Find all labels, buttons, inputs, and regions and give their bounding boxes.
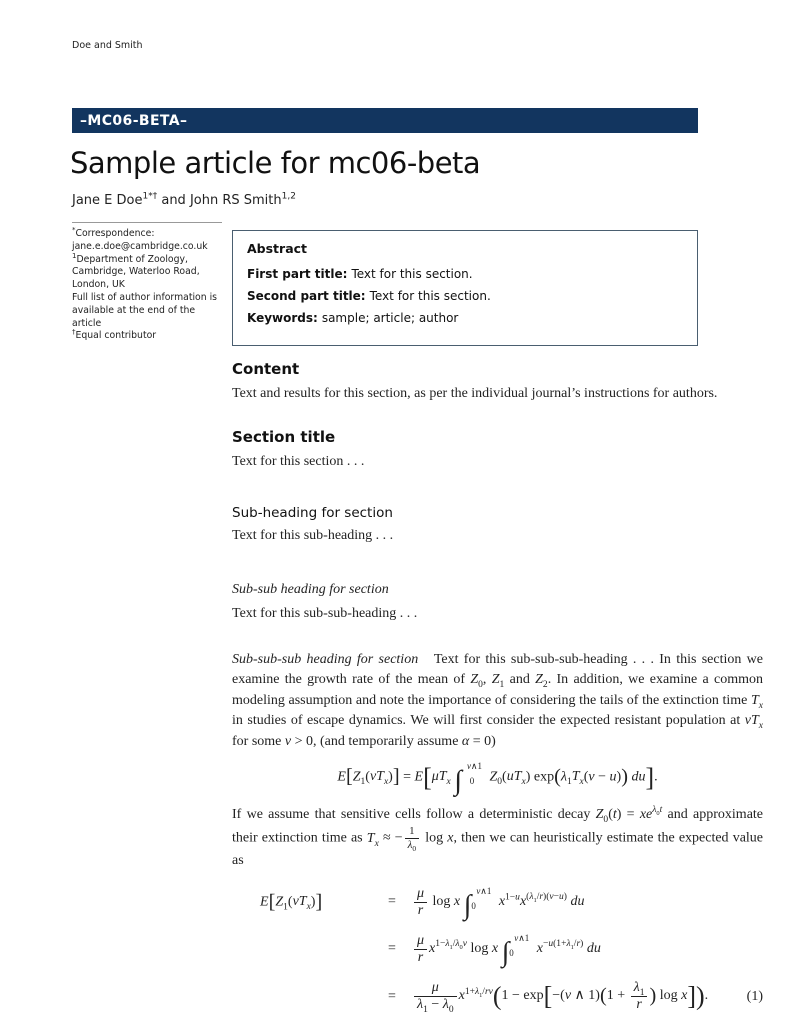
equation-rhs: $\frac{\mu}{\lambda_1 - \lambda_0}$ $x^{1+\lambda_1/rv}(1 - \exp[-(v$ ∧ 1)(1 + $\frac{\lambda_1}{r}$ ) log x]). xyxy=(412,980,708,1013)
article-banner xyxy=(72,108,698,133)
sidebar-line-department: $^1$Department of Zoology, xyxy=(72,251,188,265)
abstract-item-text: Text for this section. xyxy=(369,289,491,303)
abstract-item-first-part xyxy=(247,267,683,281)
abstract-item-label: Keywords: xyxy=(247,311,318,325)
sidebar-line-equal-contributor: †Equal contributor xyxy=(72,328,157,342)
abstract-item-label: First part title: xyxy=(247,267,348,281)
section-heading-title: Section title xyxy=(232,427,336,446)
running-head: Doe and Smith xyxy=(72,40,143,51)
abstract-item-text: sample; article; author xyxy=(321,311,459,325)
section-heading-content: Content xyxy=(232,360,300,378)
equation-align-row xyxy=(260,886,763,919)
equation-relation: = xyxy=(388,894,396,910)
abstract-item-keywords xyxy=(247,311,683,325)
paragraph-content: Text and results for this section, as per the individual journal’s instructions for authors. xyxy=(232,386,718,401)
equation-relation: = xyxy=(388,988,396,1004)
subsubheading: Sub-sub heading for section xyxy=(232,581,389,597)
equation-rhs: $\frac{\mu}{r}$ log x ∫ v∧1 0 $x^{1-u}x^{(\lambda_1/r)(v-u)}$ du xyxy=(412,886,584,919)
sidebar-line-fulllist2: available at the end of the article xyxy=(72,304,196,329)
sidebar-line-fulllist1: Full list of author information is xyxy=(72,291,218,303)
subheading: Sub-heading for section xyxy=(232,505,393,521)
sidebar-correspondence xyxy=(72,222,222,343)
abstract-item-text: Text for this section. xyxy=(351,267,473,281)
equation-lhs: $E[Z_1(vT_x)]$ xyxy=(260,890,323,913)
article-title: Sample article for mc06-beta xyxy=(70,146,481,180)
abstract-item-second-part xyxy=(247,289,683,303)
sidebar-line-address1: Cambridge, Waterloo Road, xyxy=(72,266,200,278)
sidebar-line-address2: London, UK xyxy=(72,279,125,291)
paragraph-subheading: Text for this sub-heading . . . xyxy=(232,528,394,543)
sidebar-line-email: jane.e.doe@cambridge.co.uk xyxy=(72,240,208,252)
paragraph-subsubsub: Sub-sub-sub heading for section Text for this sub-sub-sub-heading . . . In this section we examine the growth rate of the mean of $Z_0$, $Z_1$ and $Z_2$. In addition, we examine a common modeling assumption and note the importance of considering the tails of the extinction time $T_x$ in studies of escape dynamics. We will first consider the expected resistant population at $vT_x$ for some v > 0, (and temporarily assume α = 0) xyxy=(232,651,764,749)
equation-number: (1) xyxy=(746,988,763,1004)
authors-line: Jane E Doe$^{1*\dagger}$ and John RS Smith$^{1,2}$ xyxy=(72,191,296,208)
equation-display: $E[Z_1(vT_x)] = E[\mu T_x$ ∫ v∧1 0 $Z_0(uT_x) \exp(\lambda_1T_x(v - u))$ du]. xyxy=(337,761,658,797)
paragraph-subsubheading: Text for this sub-sub-heading . . . xyxy=(232,606,418,621)
banner-label: –MC06-BETA– xyxy=(80,112,188,129)
sidebar-line-correspondence: *Correspondence: xyxy=(72,225,155,239)
main-column xyxy=(232,360,763,1027)
paragraph-estimate: If we assume that sensitive cells follow a deterministic decay $Z_0(t) = xe^{\lambda_0t}$ and approximate their extinction time as $T_x$ ≈ − $\frac{1}{\lambda_0}$ log x, then we can heuristically estimate the expected value as xyxy=(232,805,764,869)
equation-relation: = xyxy=(388,941,396,957)
paragraph-section: Text for this section . . . xyxy=(232,453,365,469)
equation-align-row xyxy=(260,933,763,966)
equation-align-block xyxy=(260,886,763,1014)
abstract-box xyxy=(232,230,698,346)
equation-align-row xyxy=(260,980,763,1016)
equation-rhs: $\frac{\mu}{r}$ $x^{1-\lambda_1/\lambda_0v}$ log x ∫ v∧1 0 $x^{-u(1+\lambda_1/r)}$ du xyxy=(412,933,601,966)
abstract-heading: Abstract xyxy=(247,241,308,256)
abstract-item-label: Second part title: xyxy=(247,289,366,303)
